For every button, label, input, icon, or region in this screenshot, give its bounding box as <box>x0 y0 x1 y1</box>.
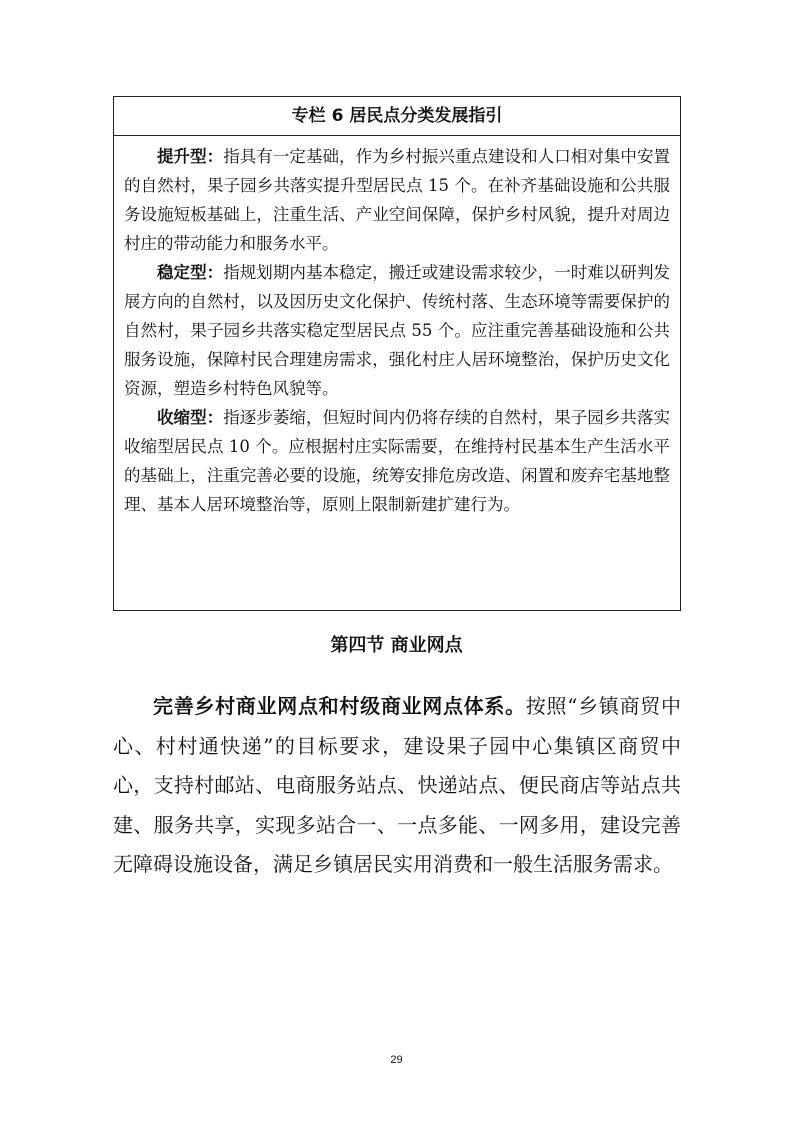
paragraph-body: 按照“乡镇商贸中心、村村通快递”的目标要求，建设果子园中心集镇区商贸中心，支持村邮站、电商服务站点、快递站点、便民商店等站点共建、服务共享，实现多站合一、一点多能、一网多用，建设完善无障碍设施设备，满足乡镇居民实用消费和一般生活服务需求。 <box>113 694 681 876</box>
type-term: 稳定型： <box>157 263 224 282</box>
section-paragraph <box>113 687 681 885</box>
column-box-body <box>114 136 680 519</box>
section-title: 第四节 商业网点 <box>330 635 463 656</box>
paragraph-lead: 完善乡村商业网点和村级商业网点体系。 <box>153 694 526 718</box>
column-box <box>113 96 681 611</box>
type-item-upgrade <box>124 142 670 258</box>
type-term: 提升型： <box>157 147 224 166</box>
type-description: 指逐步萎缩，但短时间内仍将存续的自然村，果子园乡共落实收缩型居民点 10 个。应根据村庄实际需要，在维持村民基本生产生活水平的基础上，注重完善必要的设施，统筹安排危房改造、闲置和废弃宅基地整理、基本人居环境整治等，原则上限制新建扩建行为。 <box>124 408 671 514</box>
type-description: 指规划期内基本稳定，搬迁或建设需求较少，一时难以研判发展方向的自然村，以及因历史文化保护、传统村落、生态环境等需要保护的自然村，果子园乡共落实稳定型居民点 55 个。应注重完善基础设施和公共服务设施，保障村民合理建房需求，强化村庄人居环境整治，保护历史文化资源，塑造乡村特色风貌等。 <box>124 263 671 398</box>
type-item-stable <box>124 258 670 403</box>
type-term: 收缩型： <box>157 408 224 427</box>
page-number: 29 <box>390 1054 403 1066</box>
column-box-title: 专栏 6 居民点分类发展指引 <box>114 97 680 136</box>
type-description: 指具有一定基础，作为乡村振兴重点建设和人口相对集中安置的自然村，果子园乡共落实提升型居民点 15 个。在补齐基础设施和公共服务设施短板基础上，注重生活、产业空间保障，保护乡村风貌，提升对周边村庄的带动能力和服务水平。 <box>124 147 671 253</box>
type-item-shrink <box>124 403 670 519</box>
